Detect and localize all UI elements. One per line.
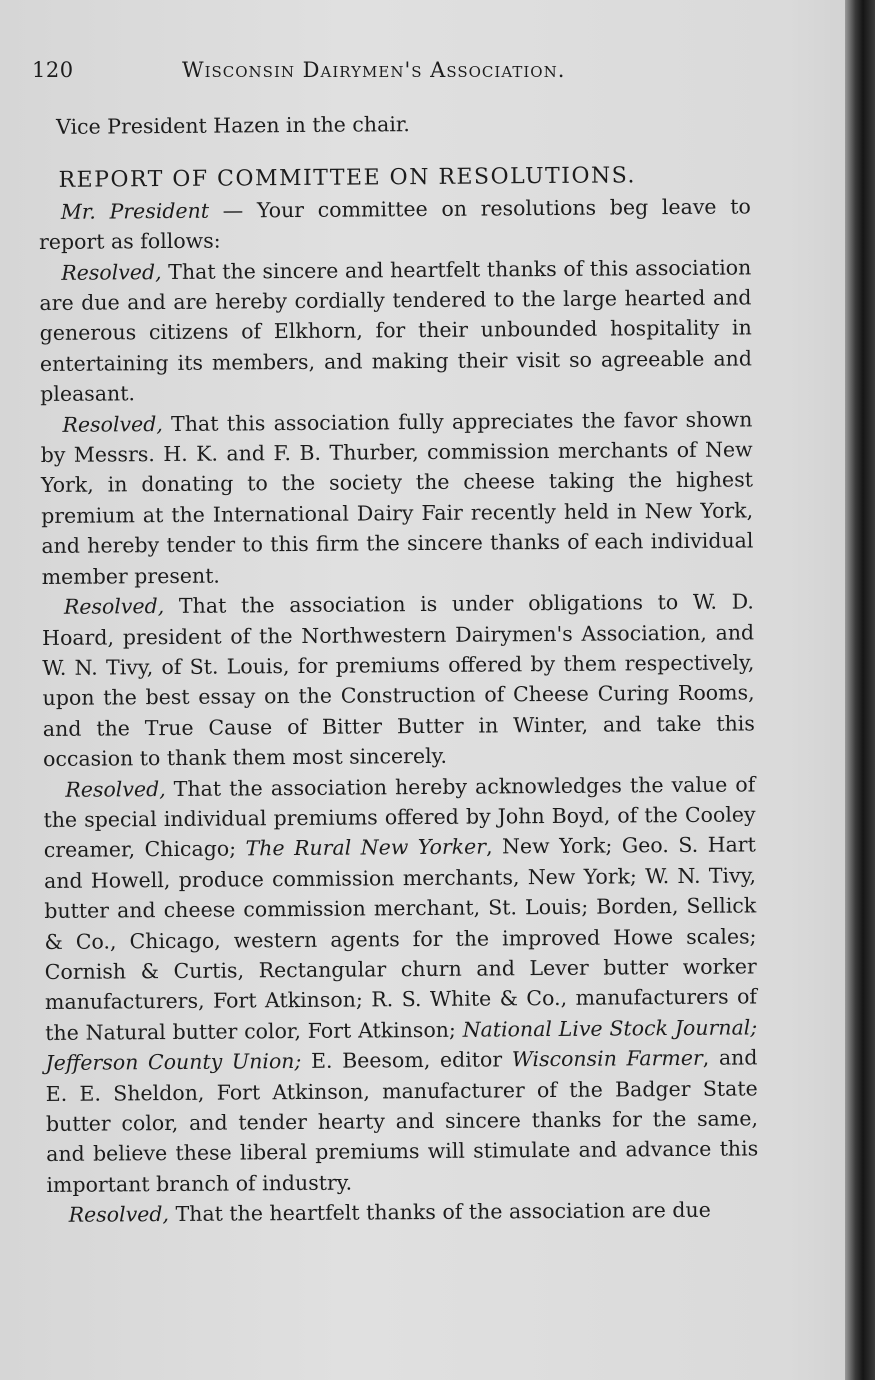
resolution-paragraph bbox=[43, 769, 758, 1200]
publication-title: The Rural New Yorker bbox=[245, 834, 487, 861]
opening-paragraph bbox=[39, 191, 751, 257]
resolved-label: Resolved, bbox=[65, 776, 166, 802]
resolution-paragraph bbox=[47, 1195, 759, 1231]
resolution-text: That the association hereby acknowledges the value of the special individual premiums offered by John Boyd, of the Cooley creamer, Chicago; bbox=[43, 771, 756, 863]
page-number: 120 bbox=[32, 58, 74, 82]
book-spine-shadow bbox=[845, 0, 875, 1380]
resolution-text: That the heartfelt thanks of the association are due bbox=[168, 1197, 711, 1227]
salutation: Mr. President bbox=[60, 198, 210, 224]
resolution-text: That the association is under obligations to W. D. Hoard, president of the Northwestern Dairymen's Association, and W. N. Tivy, of St. Louis, for premiums offered by them respectively, upon the best essay on the Construction of Cheese Curing Rooms, and the True Cause of Bitter Butter in Winter, and take this occasion to thank them most sincerely. bbox=[42, 589, 755, 772]
opening-text: — Your committee on resolutions beg leave to report as follows: bbox=[38, 194, 751, 255]
running-title: Wisconsin Dairymen's Association. bbox=[182, 58, 566, 82]
body-text bbox=[38, 106, 759, 1230]
resolution-text: , and E. E. Sheldon, Fort Atkinson, manufacturer of the Badger State butter color, and tender hearty and sincere thanks for the same, and believe these liberal premiums will stimulate and advance this important branch of industry. bbox=[45, 1045, 759, 1197]
resolution-paragraph bbox=[42, 586, 755, 774]
chair-note: Vice President Hazen in the chair. bbox=[56, 112, 410, 139]
resolution-text: That the sincere and heartfelt thanks of this association are due and are hereby cordially tendered to the large hearted and generous citizens of Elkhorn, for their unbounded hospitality in entertaining its members, and making their visit so agreeable and pleasant. bbox=[39, 255, 753, 407]
resolution-text: , New York; Geo. S. Hart and Howell, produce commission merchants, New York; W. N. Tivy, butter and cheese commission merchant, St. Louis; Borden, Sellick & Co., Chicago, western agents for the improved Howe scales; Cornish & Curtis, Rectangular churn and Lever butter worker manufacturers, Fort Atkinson; R. S. White & Co., manufacturers of the Natural butter color, Fort Atkinson; bbox=[43, 832, 758, 1045]
section-heading: REPORT OF COMMITTEE ON RESOLUTIONS. bbox=[58, 163, 637, 194]
resolution-paragraph bbox=[39, 252, 752, 410]
publication-title: National Live Stock Journal; Jefferson County Union; bbox=[45, 1015, 758, 1076]
resolved-label: Resolved, bbox=[62, 411, 163, 437]
running-header bbox=[32, 58, 592, 82]
resolution-text: That this association fully appreciates the favor shown by Messrs. H. K. and F. B. Thurber, commission merchants of New York, in donating to the society the cheese taking the highest premium at the International Dairy Fair recently held in New York, and hereby tender to this firm the sincere thanks of each individual member present. bbox=[40, 407, 754, 589]
resolution-text: E. Beesom, editor bbox=[301, 1047, 512, 1074]
resolved-label: Resolved, bbox=[61, 259, 162, 285]
publication-title: Wisconsin Farmer bbox=[511, 1045, 703, 1072]
resolution-paragraph bbox=[40, 404, 753, 592]
resolved-label: Resolved, bbox=[68, 1202, 170, 1228]
resolved-label: Resolved, bbox=[63, 594, 165, 619]
